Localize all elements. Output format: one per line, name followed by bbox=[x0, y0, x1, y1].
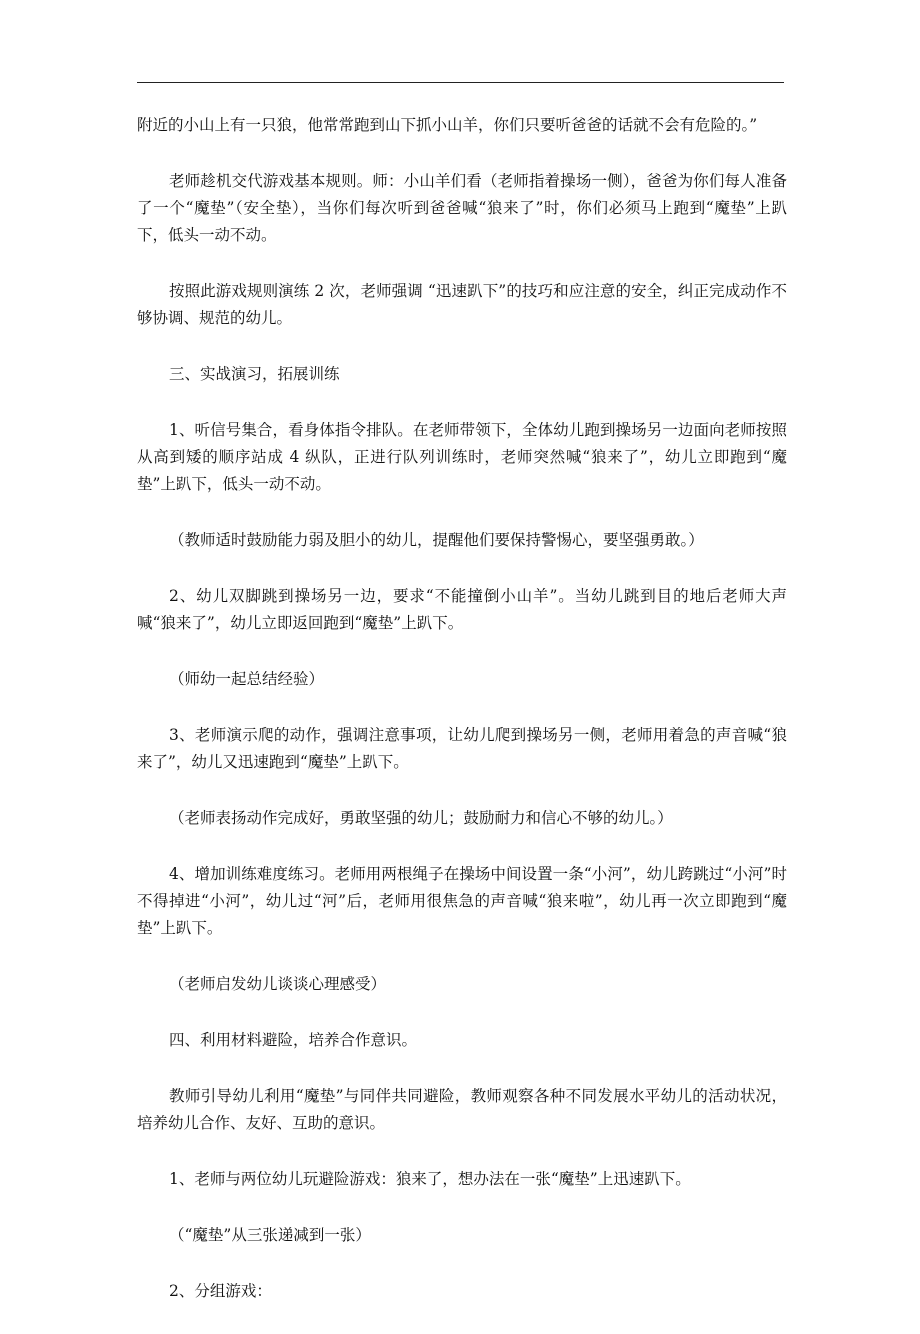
note-paragraph: （教师适时鼓励能力弱及胆小的幼儿，提醒他们要保持警惕心，要坚强勇敢。） bbox=[169, 531, 704, 549]
section-heading: 三、实战演习，拓展训练 bbox=[169, 365, 340, 383]
paragraph: 3、老师演示爬的动作，强调注意事项，让幼儿爬到操场另一侧，老师用着急的声音喊“狼来了”，幼儿又迅速跑到“魔垫”上趴下。 bbox=[137, 726, 787, 771]
section-heading: 四、利用材料避险，培养合作意识。 bbox=[169, 1031, 418, 1049]
paragraph: 老师趁机交代游戏基本规则。师：小山羊们看（老师指着操场一侧），爸爸为你们每人准备了一个“魔垫”（安全垫），当你们每次听到爸爸喊“狼来了”时，你们必须马上跑到“魔垫”上趴下，低头一动不动。 bbox=[137, 172, 787, 244]
note-paragraph: （老师表扬动作完成好，勇敢坚强的幼儿；鼓励耐力和信心不够的幼儿。） bbox=[169, 809, 673, 827]
document-body bbox=[137, 112, 787, 1334]
paragraph: 附近的小山上有一只狼，他常常跑到山下抓小山羊，你们只要听爸爸的话就不会有危险的。” bbox=[137, 116, 758, 134]
header-rule bbox=[137, 82, 784, 83]
paragraph: 2、分组游戏： bbox=[169, 1282, 272, 1300]
note-paragraph: （师幼一起总结经验） bbox=[169, 670, 325, 688]
paragraph: 教师引导幼儿利用“魔垫”与同伴共同避险，教师观察各种不同发展水平幼儿的活动状况，培养幼儿合作、友好、互助的意识。 bbox=[137, 1087, 787, 1132]
paragraph: 2、幼儿双脚跳到操场另一边，要求“不能撞倒小山羊”。当幼儿跳到目的地后老师大声喊“狼来了”，幼儿立即返回跑到“魔垫”上趴下。 bbox=[137, 587, 787, 632]
paragraph: 4、增加训练难度练习。老师用两根绳子在操场中间设置一条“小河”，幼儿跨跳过“小河”时不得掉进“小河”，幼儿过“河”后，老师用很焦急的声音喊“狼来啦”，幼儿再一次立即跑到“魔垫”上趴下。 bbox=[137, 865, 787, 937]
note-paragraph: （老师启发幼儿谈谈心理感受） bbox=[169, 975, 387, 993]
paragraph: 1、听信号集合，看身体指令排队。在老师带领下，全体幼儿跑到操场另一边面向老师按照从高到矮的顺序站成 4 纵队，正进行队列训练时，老师突然喊“狼来了”，幼儿立即跑到“魔垫”上趴下，低头一动不动。 bbox=[137, 421, 787, 493]
note-paragraph: （“魔垫”从三张递减到一张） bbox=[169, 1226, 371, 1244]
paragraph: 按照此游戏规则演练 2 次，老师强调 “迅速趴下”的技巧和应注意的安全，纠正完成动作不够协调、规范的幼儿。 bbox=[137, 282, 787, 327]
paragraph: 1、老师与两位幼儿玩避险游戏：狼来了，想办法在一张“魔垫”上迅速趴下。 bbox=[169, 1170, 691, 1188]
